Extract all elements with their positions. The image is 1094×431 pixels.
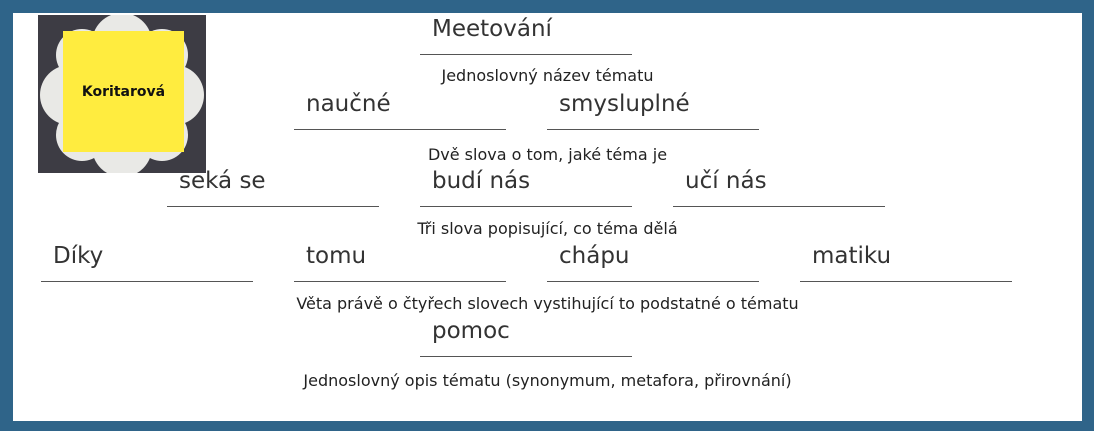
title-word-field[interactable]: Meetování	[420, 13, 632, 55]
three-words-caption: Tři slova popisující, co téma dělá	[417, 219, 678, 238]
sentence-word-4[interactable]: matiku	[800, 240, 1012, 282]
title-caption: Jednoslovný název tématu	[441, 66, 654, 85]
sticky-note	[63, 31, 184, 152]
adjective-field-2[interactable]: smysluplné	[547, 88, 759, 130]
synonym-caption: Jednoslovný opis tématu (synonymum, metafora, přirovnání)	[303, 371, 792, 390]
verb-field-3[interactable]: učí nás	[673, 165, 885, 207]
sentence-word-3[interactable]: chápu	[547, 240, 759, 282]
verb-field-1[interactable]: seká se	[167, 165, 379, 207]
sentence-word-2[interactable]: tomu	[294, 240, 506, 282]
verb-field-2[interactable]: budí nás	[420, 165, 632, 207]
sentence-word-1[interactable]: Díky	[41, 240, 253, 282]
cinquain-sheet	[13, 13, 1082, 421]
two-words-caption: Dvě slova o tom, jaké téma je	[427, 145, 668, 164]
sticky-note-label: Koritarová	[81, 83, 166, 100]
sentence-caption: Věta právě o čtyřech slovech vystihující to podstatné o tématu	[296, 294, 799, 313]
synonym-field[interactable]: pomoc	[420, 315, 632, 357]
adjective-field-1[interactable]: naučné	[294, 88, 506, 130]
